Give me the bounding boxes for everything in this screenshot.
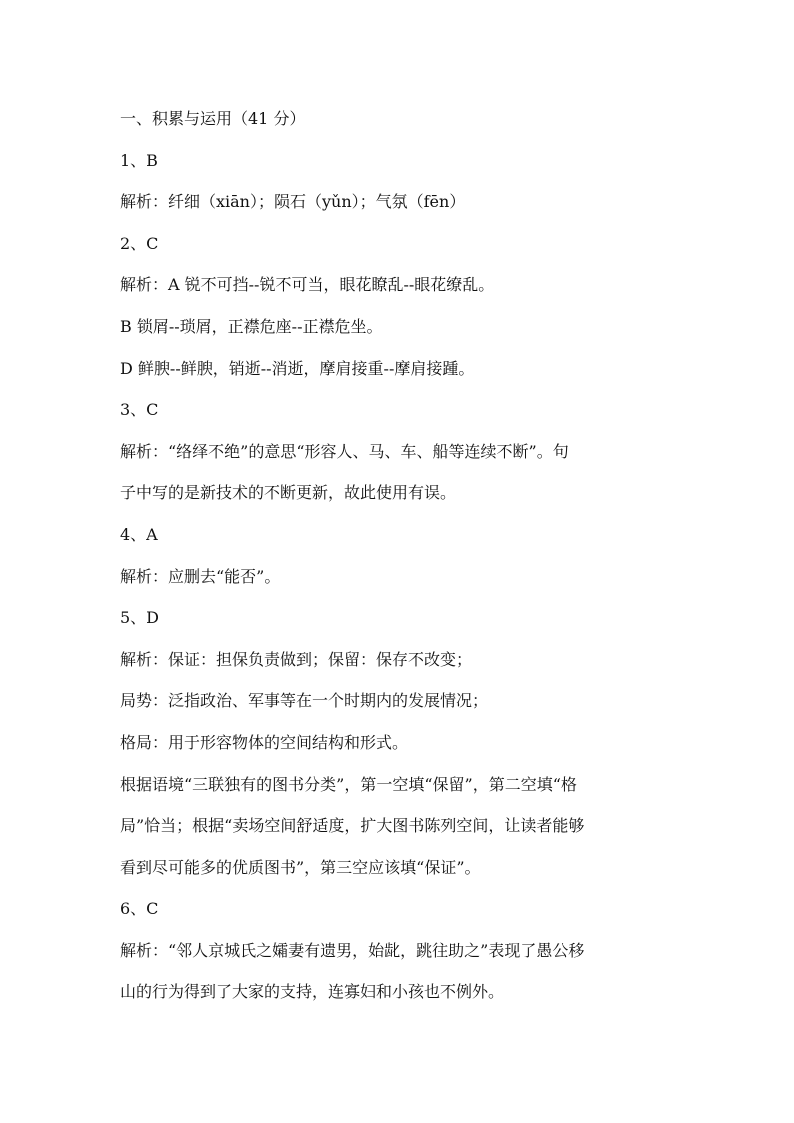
question-2-explanation-d: D 鲜腴--鲜腴，销逝--消逝，摩肩接重--摩肩接踵。 [120, 358, 475, 378]
question-2-explanation-a: 解析：A 锐不可挡--锐不可当，眼花瞭乱--眼花缭乱。 [120, 275, 495, 295]
question-4-explanation: 解析：应删去“能否”。 [120, 566, 281, 586]
question-6-explanation-line-1: 解析：“邻人京城氏之孀妻有遗男，始龀，跳往助之”表现了愚公移 [120, 940, 585, 960]
question-5-explanation-line-3: 格局：用于形容物体的空间结构和形式。 [120, 732, 409, 752]
question-5-explanation-line-5: 局”恰当；根据“卖场空间舒适度，扩大图书陈列空间，让读者能够 [120, 816, 585, 836]
question-6-answer: 6、C [120, 899, 159, 919]
question-3-explanation-line-1: 解析：“络绎不绝”的意思“形容人、马、车、船等连续不断”。句 [120, 441, 569, 461]
question-1-answer: 1、B [120, 150, 158, 170]
question-5-explanation-line-2: 局势：泛指政治、军事等在一个时期内的发展情况； [120, 691, 489, 711]
question-3-answer: 3、C [120, 400, 159, 420]
section-heading: 一、积累与运用（41 分） [120, 109, 306, 128]
question-5-explanation-line-4: 根据语境“三联独有的图书分类”，第一空填“保留”，第二空填“格 [120, 774, 577, 794]
question-4-answer: 4、A [120, 524, 158, 544]
question-3-explanation-line-2: 子中写的是新技术的不断更新，故此使用有误。 [120, 483, 457, 503]
question-2-explanation-b: B 锁屑--琐屑，正襟危座--正襟危坐。 [120, 316, 383, 336]
question-1-explanation: 解析：纤细（xiān）；陨石（yǔn）；气氛（fēn） [120, 192, 466, 212]
question-5-explanation-line-6: 看到尽可能多的优质图书”，第三空应该填“保证”。 [120, 857, 481, 877]
question-2-answer: 2、C [120, 233, 159, 253]
question-6-explanation-line-2: 山的行为得到了大家的支持，连寡妇和小孩也不例外。 [120, 982, 505, 1002]
question-5-answer: 5、D [120, 608, 160, 628]
answer-text-block [120, 104, 700, 1019]
question-5-explanation-line-1: 解析：保证：担保负责做到；保留：保存不改变； [120, 649, 473, 669]
